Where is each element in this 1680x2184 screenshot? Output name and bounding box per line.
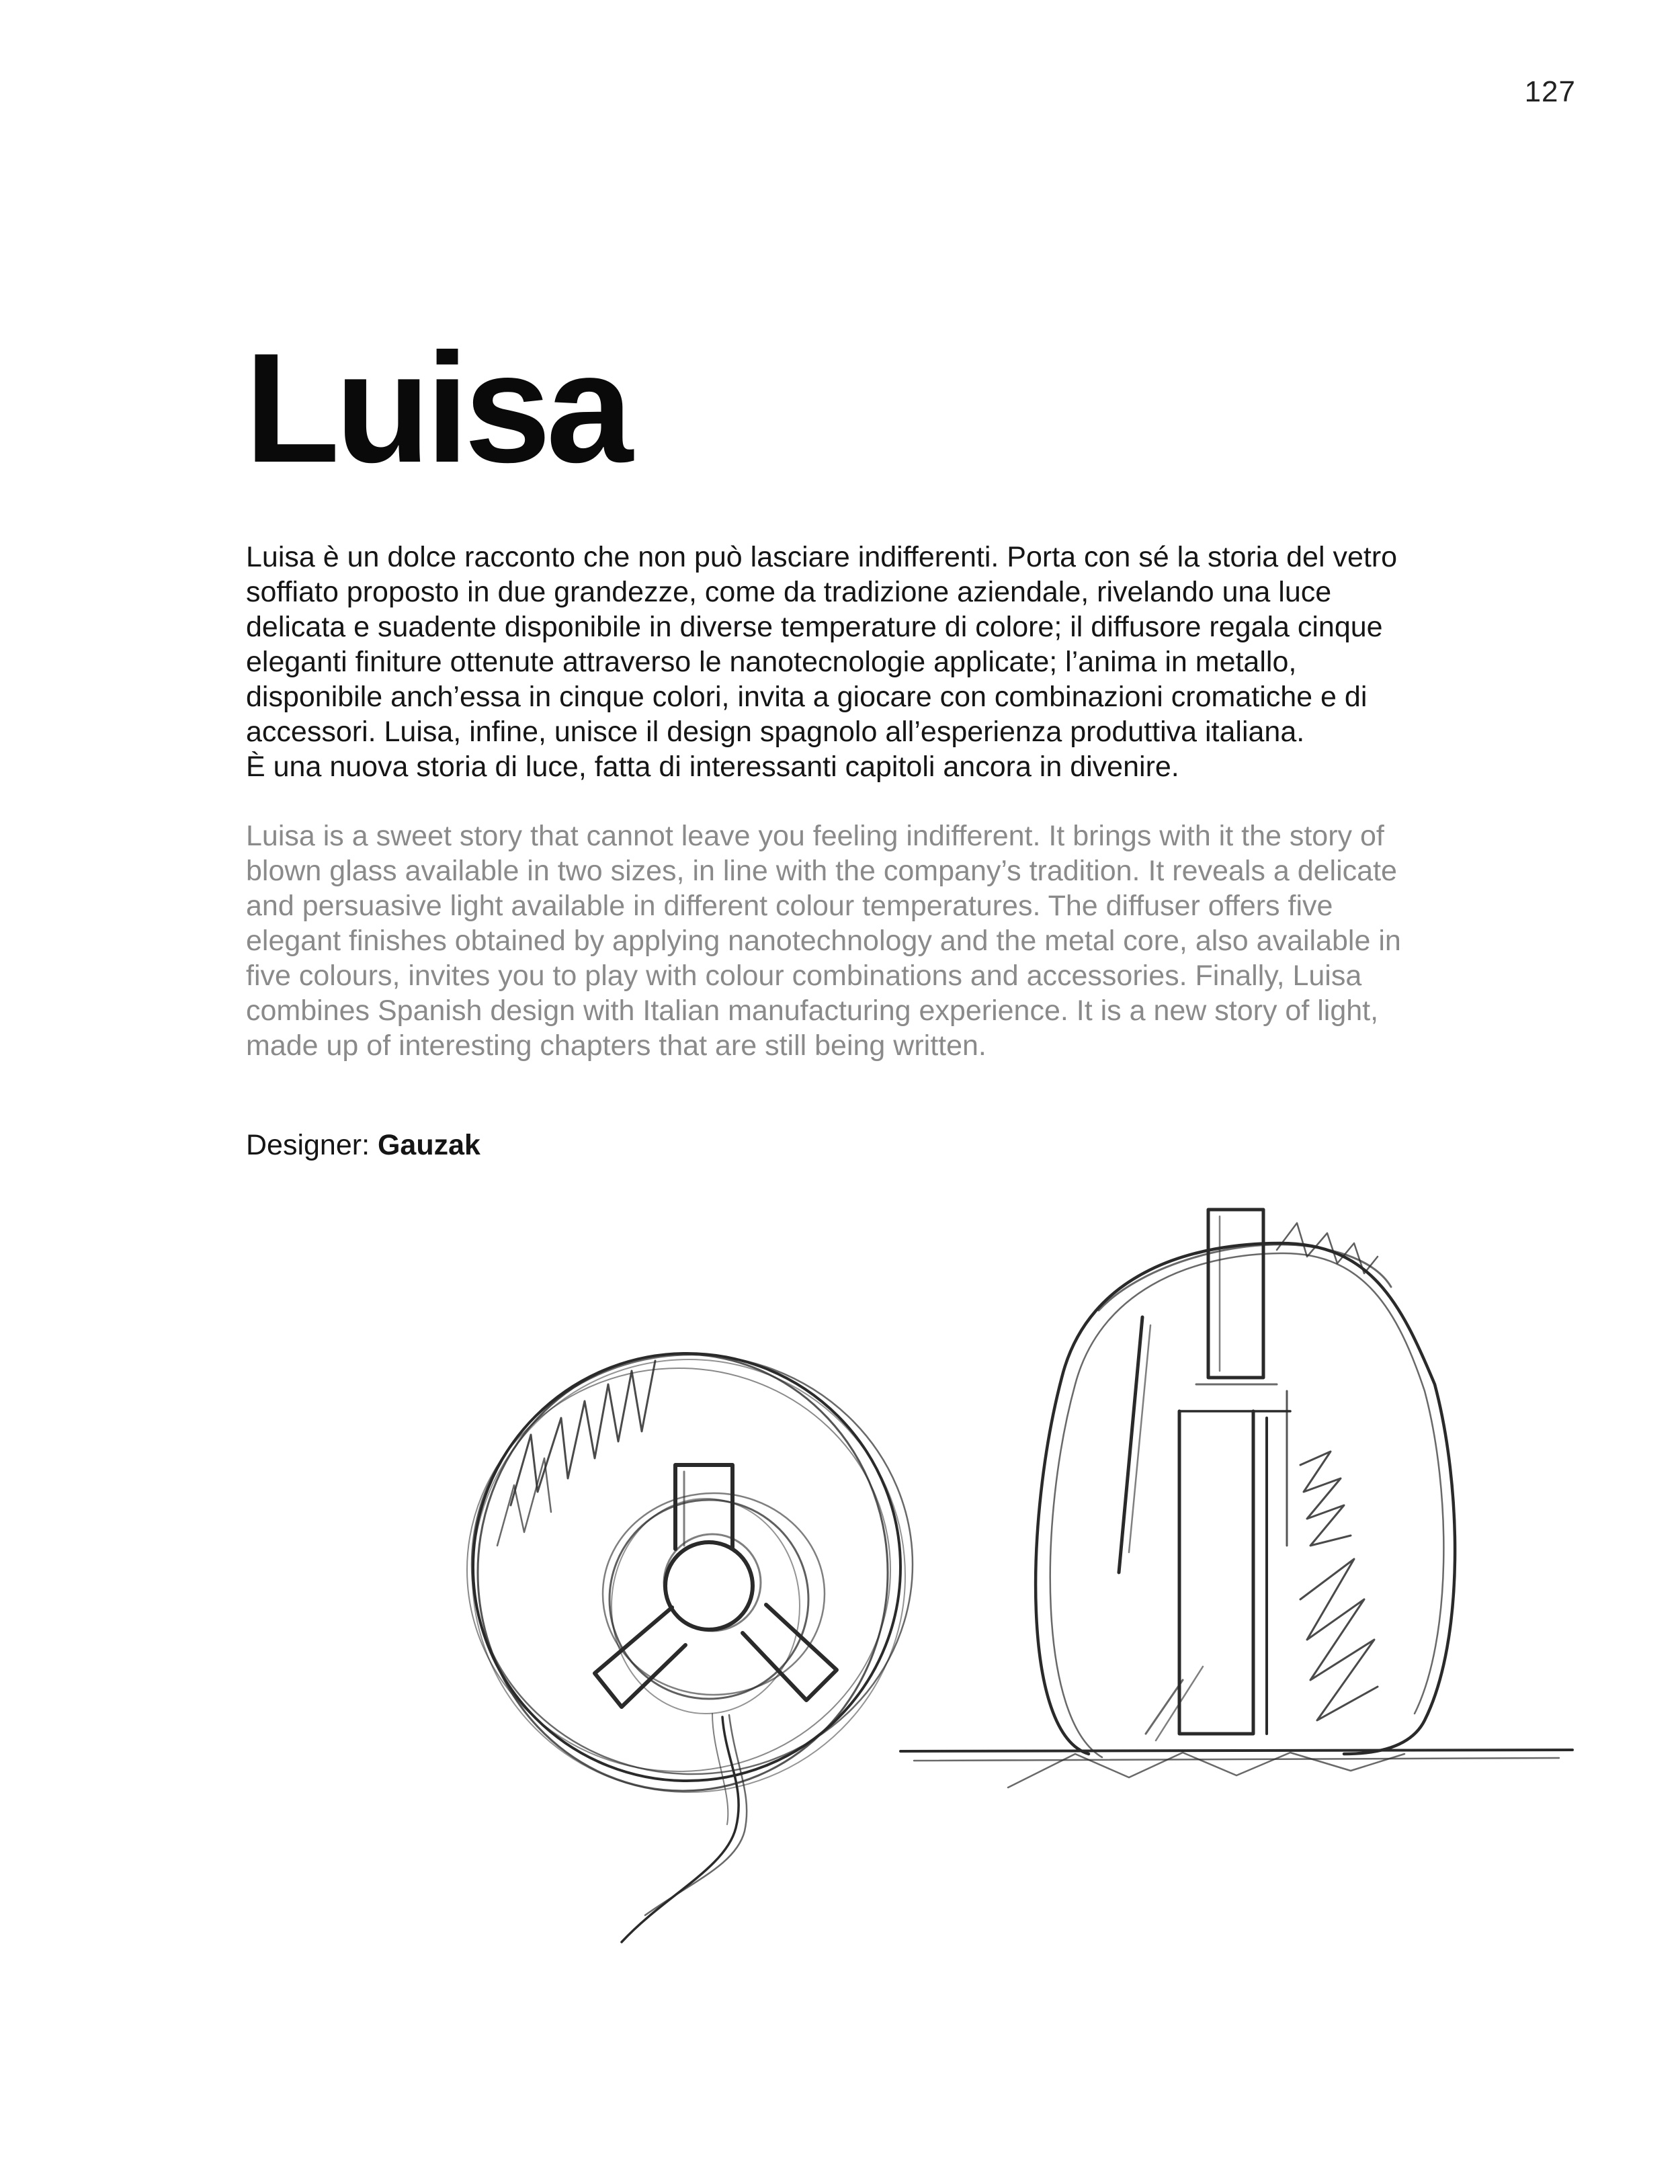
description-english: Luisa is a sweet story that cannot leave you feeling indifferent. It brings with it the story of blown glass available in two sizes, in line with the company’s tradition. It reveals a delicate and persuasive light available in different colour temperatures. The diffuser offers five elegant finishes obtained by applying nanotechnology and the metal core, also available in five colours, invites you to play with colour combinations and accessories. Finally, Luisa combines Spanish design with Italian manufacturing experience. It is a new story of light, made up of interesting chapters that are still being written. bbox=[246, 820, 1401, 1062]
lamp-front-view-sketch bbox=[467, 1353, 913, 1942]
lamp-side-view-sketch bbox=[900, 1210, 1572, 1788]
page-title: Luisa bbox=[245, 321, 628, 495]
designer-credit bbox=[246, 1129, 480, 1162]
description-italian: Luisa è un dolce racconto che non può lasciare indifferenti. Porta con sé la storia del vetro soffiato proposto in due grandezze, come da tradizione aziendale, rivelando una luce delicata e suadente disponibile in diverse temperature di colore; il diffusore regala cinque eleganti finiture ottenute attraverso le nanotecnologie applicate; l’anima in metallo, disponibile anch’essa in cinque colori, invita a giocare con combinazioni cromatiche e di accessori. Luisa, infine, unisce il design spagnolo all’esperienza produttiva italiana. È una nuova storia di luce, fatta di interessanti capitoli ancora in divenire. bbox=[246, 541, 1398, 783]
page-number: 127 bbox=[1524, 75, 1576, 108]
designer-label: Designer: bbox=[246, 1129, 378, 1161]
designer-name: Gauzak bbox=[377, 1129, 480, 1161]
lamp-sketch-illustration bbox=[0, 1169, 1680, 2009]
